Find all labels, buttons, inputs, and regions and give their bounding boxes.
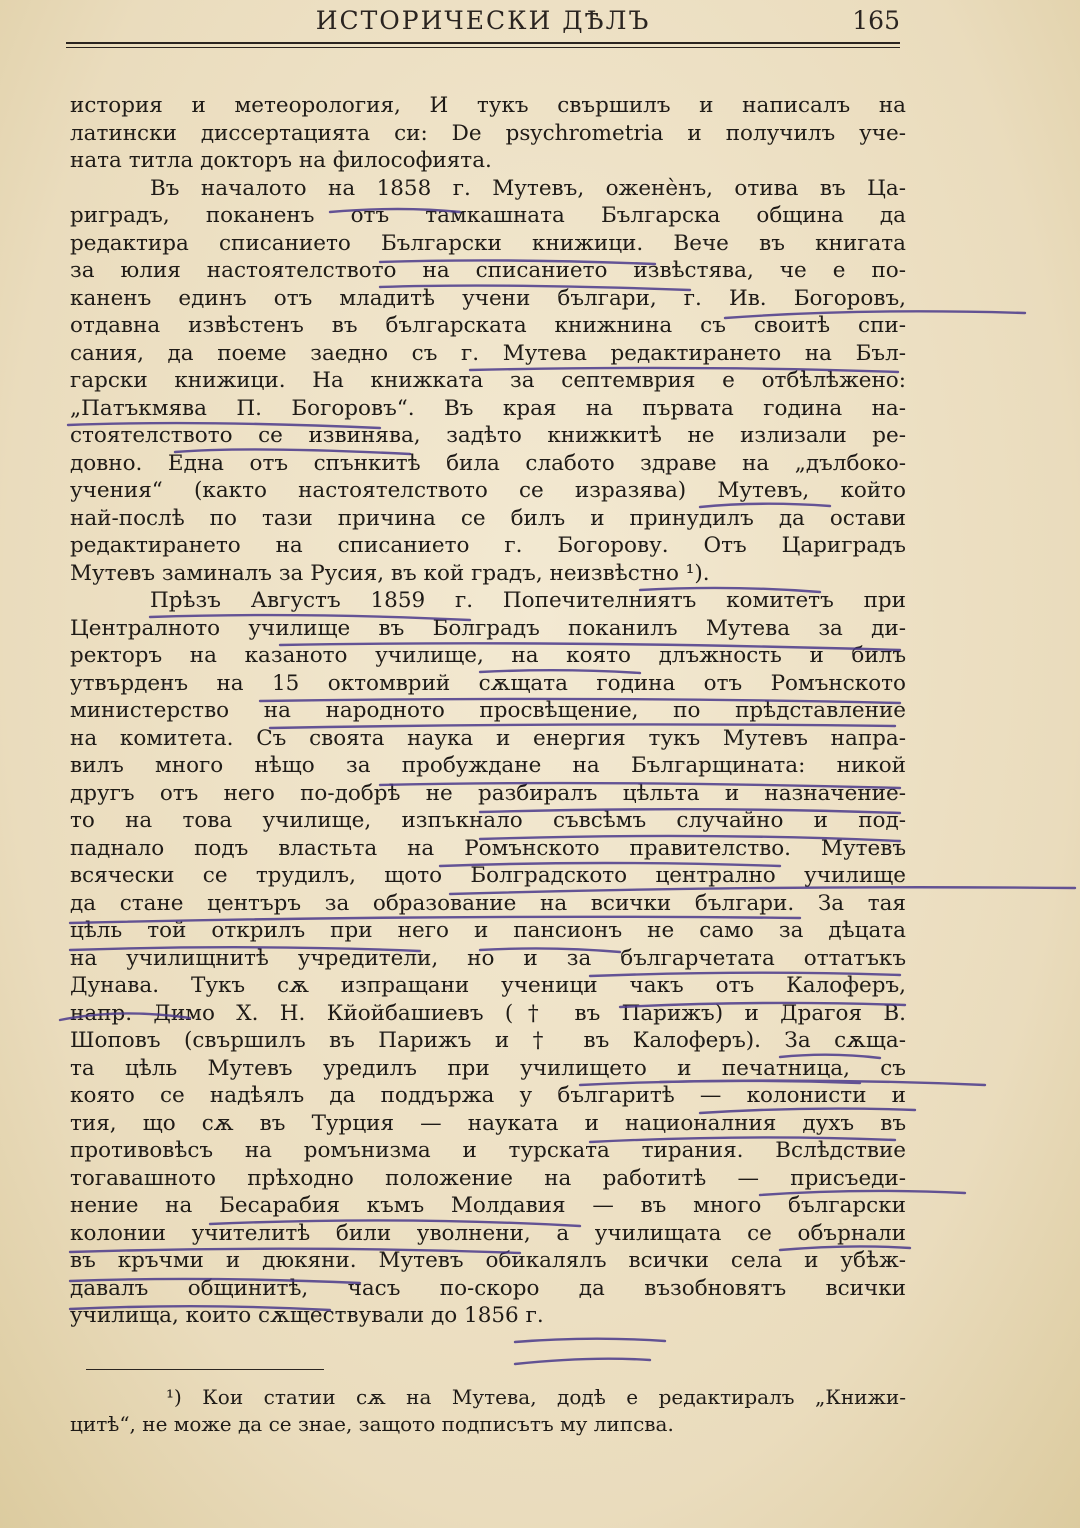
footnote-rule (86, 1369, 324, 1370)
header-rule-thin (66, 47, 900, 48)
text-line: то на това училище, изпъкнало съвсѣмъ случайно и под- (70, 808, 906, 833)
text-line: противовѣсъ на ромънизма и турската тирания. Вслѣдствие (70, 1138, 906, 1163)
text-line: латински диссертацията си: De psychrometria и получилъ уче- (70, 120, 906, 146)
footnote-line: ¹) Кои статии сѫ на Мутева, додѣ е редактиралъ „Книжи- (166, 1385, 906, 1409)
text-line: напр. Димо Х. Н. Кйойбашиевъ († въ Парижъ) и Драгоя В. (70, 1000, 906, 1026)
running-title: ИСТОРИЧЕСКИ ДѢЛЪ (315, 6, 651, 35)
text-line: за юлия настоятелството на списанието извѣстява, че е по- (70, 258, 906, 283)
text-line: каненъ единъ отъ младитѣ учени българи, г. Ив. Богоровъ, (70, 285, 906, 311)
text-line: на училищнитѣ учредители, но и за българчетата оттатъкъ (70, 945, 906, 971)
footnote (70, 1384, 906, 1438)
text-line: довно. Една отъ спънкитѣ била слабото здраве на „дълбоко- (70, 450, 906, 476)
text-line: ната титла докторъ на философията. (70, 148, 492, 173)
text-line: въ кръчми и дюкяни. Мутевъ обикалялъ всички села и убѣж- (70, 1248, 906, 1273)
text-line: на комитета. Съ своята наука и енергия тукъ Мутевъ напра- (70, 725, 906, 751)
text-line: „Патъкмява П. Богоровъ“. Въ края на първата година на- (70, 395, 906, 421)
text-line: колонии учителитѣ били уволнени, а училищата се обърнали (70, 1220, 906, 1246)
text-line: която се надѣялъ да поддържа у българитѣ — колонисти и (70, 1083, 906, 1108)
text-line: Шоповъ (свършилъ въ Парижъ и † въ Калоферъ). За сѫща- (70, 1028, 906, 1053)
text-line: редактирането на списанието г. Богорову. Отъ Цариградъ (70, 533, 906, 558)
text-line: нение на Бесарабия къмъ Молдавия — въ много български (70, 1193, 906, 1218)
text-line: риградъ, поканенъ отъ тамкашната Българска община да (70, 203, 906, 228)
text-line: сания, да поеме заедно съ г. Мутева редактирането на Бъл- (70, 340, 906, 366)
running-head (66, 6, 900, 42)
text-line: най-послѣ по тази причина се билъ и принудилъ да остави (70, 505, 906, 531)
text-line: редактира списанието Български книжици. Вече въ книгата (70, 230, 906, 256)
text-line: вилъ много нѣщо за пробуждане на Българщината: никой (70, 753, 906, 778)
text-line: тогавашното прѣходно положение на работитѣ — присъеди- (70, 1165, 906, 1191)
text-line: учения“ (както настоятелството се изразява) Мутевъ, който (70, 478, 906, 503)
text-line: тия, що сѫ въ Турция — науката и националния духъ въ (70, 1110, 906, 1136)
pen-underline (515, 1339, 665, 1342)
footnote-line: цитѣ“, не може да се знае, защото подписътъ му липсва. (70, 1412, 674, 1436)
body-text (70, 92, 906, 1330)
text-line: другъ отъ него по-добрѣ не разбиралъ цѣльта и назначение- (70, 780, 906, 806)
header-rule (66, 42, 900, 44)
text-line: Централното училище въ Болградъ поканилъ Мутева за ди- (70, 615, 906, 641)
text-line: Мутевъ заминалъ за Русия, въ кой градъ, неизвѣстно ¹). (70, 560, 710, 586)
text-line: Дунава. Тукъ сѫ изпращани ученици чакъ отъ Калоферъ, (70, 973, 906, 998)
text-line: Въ началото на 1858 г. Мутевъ, оженѐнъ, отива въ Ца- (150, 175, 906, 201)
text-line: гарски книжици. На книжката за септемврия е отбѣлѣжено: (70, 368, 906, 393)
text-line: стоятелството се извинява, задѣто книжкитѣ не излизали ре- (70, 423, 906, 448)
text-line: министерство на народното просвѣщение, по прѣдставление (70, 698, 906, 723)
text-line: Прѣзъ Августъ 1859 г. Попечителниятъ комитетъ при (150, 588, 906, 613)
text-line: ректоръ на казаното училище, на която длъжность и билъ (70, 643, 906, 668)
text-line: да стане центъръ за образование на всички българи. За тая (70, 890, 906, 916)
text-line: утвърденъ на 15 октомврий сѫщата година отъ Ромънското (70, 670, 906, 696)
page-number: 165 (852, 6, 900, 35)
text-line: паднало подъ властьта на Ромънското правителство. Мутевъ (70, 835, 906, 861)
text-line: та цѣль Мутевъ уредилъ при училището и печатница, съ (70, 1055, 906, 1081)
pen-underline (515, 1359, 650, 1364)
text-line: училища, които сѫществували до 1856 г. (70, 1303, 544, 1328)
text-line: всячески се трудилъ, щото Болградското централно училище (70, 863, 906, 888)
text-line: история и метеорология, И тукъ свършилъ и написалъ на (70, 93, 906, 118)
text-line: отдавна извѣстенъ въ българската книжнина съ своитѣ спи- (70, 313, 906, 338)
text-line: цѣль той открилъ при него и пансионъ не само за дѣцата (70, 918, 906, 943)
text-line: давалъ общинитѣ, часъ по-скоро да възобновятъ всички (70, 1275, 906, 1301)
